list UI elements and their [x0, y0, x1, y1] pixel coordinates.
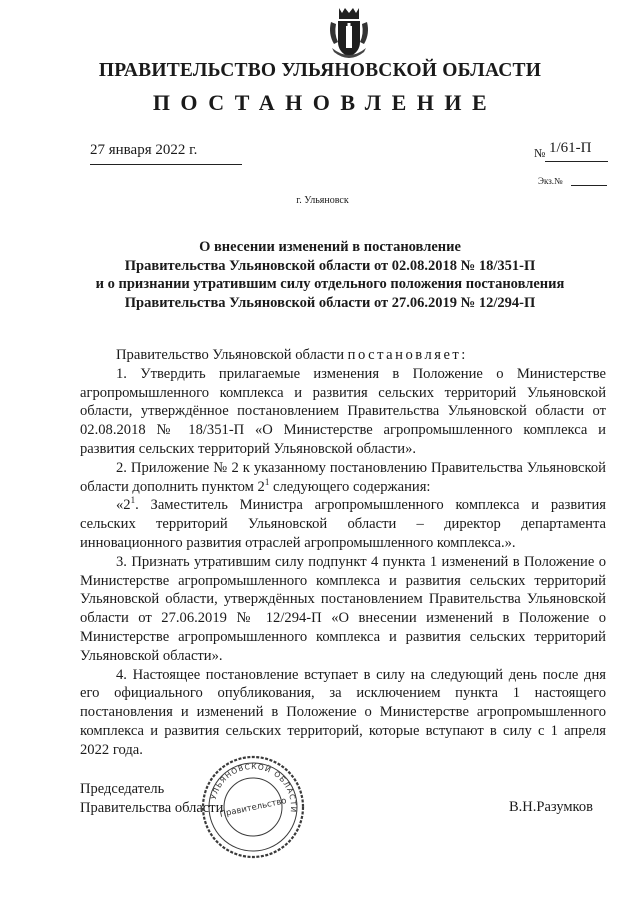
number-sign: № [534, 146, 546, 160]
date-underline [90, 164, 242, 165]
preamble-lead: Правительство Ульяновской области [116, 347, 348, 363]
paragraph-2-quote [80, 496, 606, 552]
document-title [70, 238, 590, 312]
preamble [80, 346, 606, 365]
quote-superscript: 1 [130, 495, 136, 506]
copy-number-underline [571, 185, 607, 186]
official-stamp [198, 752, 308, 862]
quote-lead: «2 [116, 497, 131, 514]
title-line: Правительства Ульяновской области от 27.06.2019 № 12/294-П [124, 294, 536, 311]
title-line: и о признании утратившим силу отдельного положения постановления [95, 276, 565, 292]
copy-number-label: Экз.№ [538, 176, 563, 186]
document-body [80, 346, 606, 760]
position-line: Правительства области [80, 800, 224, 816]
document-date: 27 января 2022 г. [90, 142, 198, 158]
paragraph-2-text: 2. Приложение № 2 к указанному постановлению Правительства Ульяновской области дополнить пунктом 2 [80, 459, 606, 495]
paragraph-2 [80, 459, 606, 497]
paragraph-1: 1. Утвердить прилагаемые изменения в Положение о Министерстве агропромышленного комплекса и развития сельских территорий Ульяновской области, утверждённое постановлением Правительства Ульяновской области от 02.08.2018 № 18/351-П «О Министерстве агропромышленного комплекса и развития сельских территорий Ульяновской области». [80, 365, 606, 457]
quote-text: . Заместитель Министра агропромышленного комплекса и развития сельских территорий Ульяновской области – директор департамента инновационного развития отраслей агропромышленного комплекса.». [80, 497, 606, 551]
position-line: Председатель [80, 781, 165, 797]
stamp-center-text: Правительство [218, 796, 288, 820]
government-name: ПРАВИТЕЛЬСТВО УЛЬЯНОВСКОЙ ОБЛАСТИ [98, 60, 542, 81]
paragraph-2-superscript: 1 [264, 476, 270, 487]
document-type: ПОСТАНОВЛЕНИЕ [152, 90, 498, 115]
signatory-name: В.Н.Разумков [509, 799, 593, 815]
paragraph-4: 4. Настоящее постановление вступает в силу на следующий день после дня его официального опубликования, за исключением пункта 1 настоящего постановления и изменений в Положение о Министерстве агропромышленного комплекса и развития сельских территорий, которые вступают в силу с 1 апреля 2022 года. [80, 666, 606, 758]
city: г. Ульяновск [296, 195, 349, 206]
document-number: 1/61-П [549, 140, 592, 156]
number-underline [545, 161, 608, 162]
title-line: О внесении изменений в постановление [199, 239, 461, 255]
preamble-verb: постановляет: [347, 347, 468, 363]
paragraph-2-tail: следующего содержания: [269, 478, 431, 495]
coat-of-arms-emblem [326, 4, 372, 62]
stamp-ring-text: УЛЬЯНОВСКОЙ ОБЛАСТИ [208, 761, 299, 814]
title-line: Правительства Ульяновской области от 02.08.2018 № 18/351-П [124, 257, 536, 274]
paragraph-3: 3. Признать утратившим силу подпункт 4 пункта 1 изменений в Положение о Министерстве агропромышленного комплекса и развития сельских территорий Ульяновской области, утверждённых постановлением Правительства Ульяновской области от 27.06.2019 № 12/294-П «О внесении изменений в Положение о Министерстве агропромышленного комплекса и развития сельских территорий Ульяновской области». [80, 553, 606, 664]
